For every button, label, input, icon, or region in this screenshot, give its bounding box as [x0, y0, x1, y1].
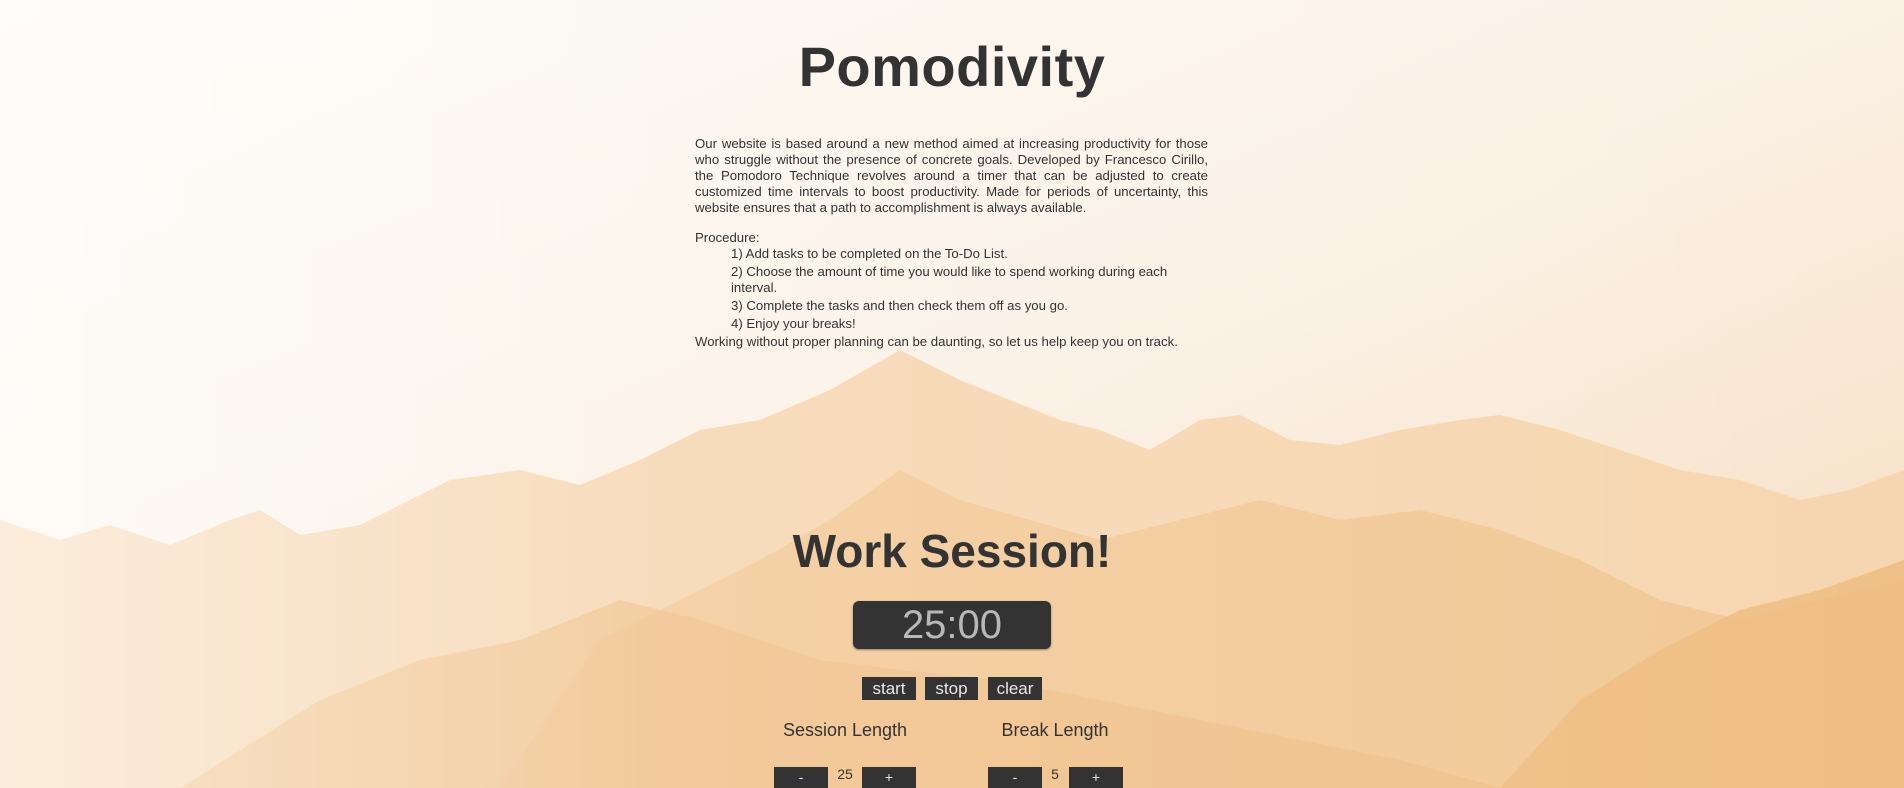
stop-button[interactable]: stop [925, 677, 978, 700]
session-increment-button[interactable]: + [862, 767, 916, 788]
session-length-value: 25 [837, 766, 853, 782]
procedure-steps [695, 246, 1208, 332]
intro-paragraph: Our website is based around a new method aimed at increasing productivity for those who struggle without the presence of concrete goals. Developed by Francesco Cirillo, the Pomodoro Technique revolves around a timer that can be adjusted to create customized time intervals to boost productivity. Made for periods of uncertainty, this website ensures that a path to accomplishment is always available. [695, 136, 1208, 215]
break-decrement-button[interactable]: - [988, 767, 1042, 788]
procedure-step: 4) Enjoy your breaks! [731, 316, 856, 331]
break-length-value: 5 [1051, 766, 1059, 782]
session-title: Work Session! [792, 525, 1112, 577]
timer-display: 25:00 [853, 601, 1051, 649]
clear-button[interactable]: clear [988, 677, 1042, 700]
page-title: Pomodivity [798, 35, 1106, 98]
procedure-step: 2) Choose the amount of time you would like to spend working during each interval. [731, 264, 1168, 295]
procedure-heading: Procedure: [695, 230, 760, 245]
break-length-label: Break Length [1001, 720, 1109, 740]
procedure-section [695, 230, 1208, 350]
start-button[interactable]: start [862, 677, 916, 700]
session-length-label: Session Length [782, 720, 908, 740]
procedure-step: 3) Complete the tasks and then check them off as you go. [731, 298, 1068, 313]
break-increment-button[interactable]: + [1069, 767, 1123, 788]
session-decrement-button[interactable]: - [774, 767, 828, 788]
procedure-step: 1) Add tasks to be completed on the To-Do List. [731, 246, 1008, 261]
procedure-closing: Working without proper planning can be daunting, so let us help keep you on track. [695, 334, 1178, 349]
